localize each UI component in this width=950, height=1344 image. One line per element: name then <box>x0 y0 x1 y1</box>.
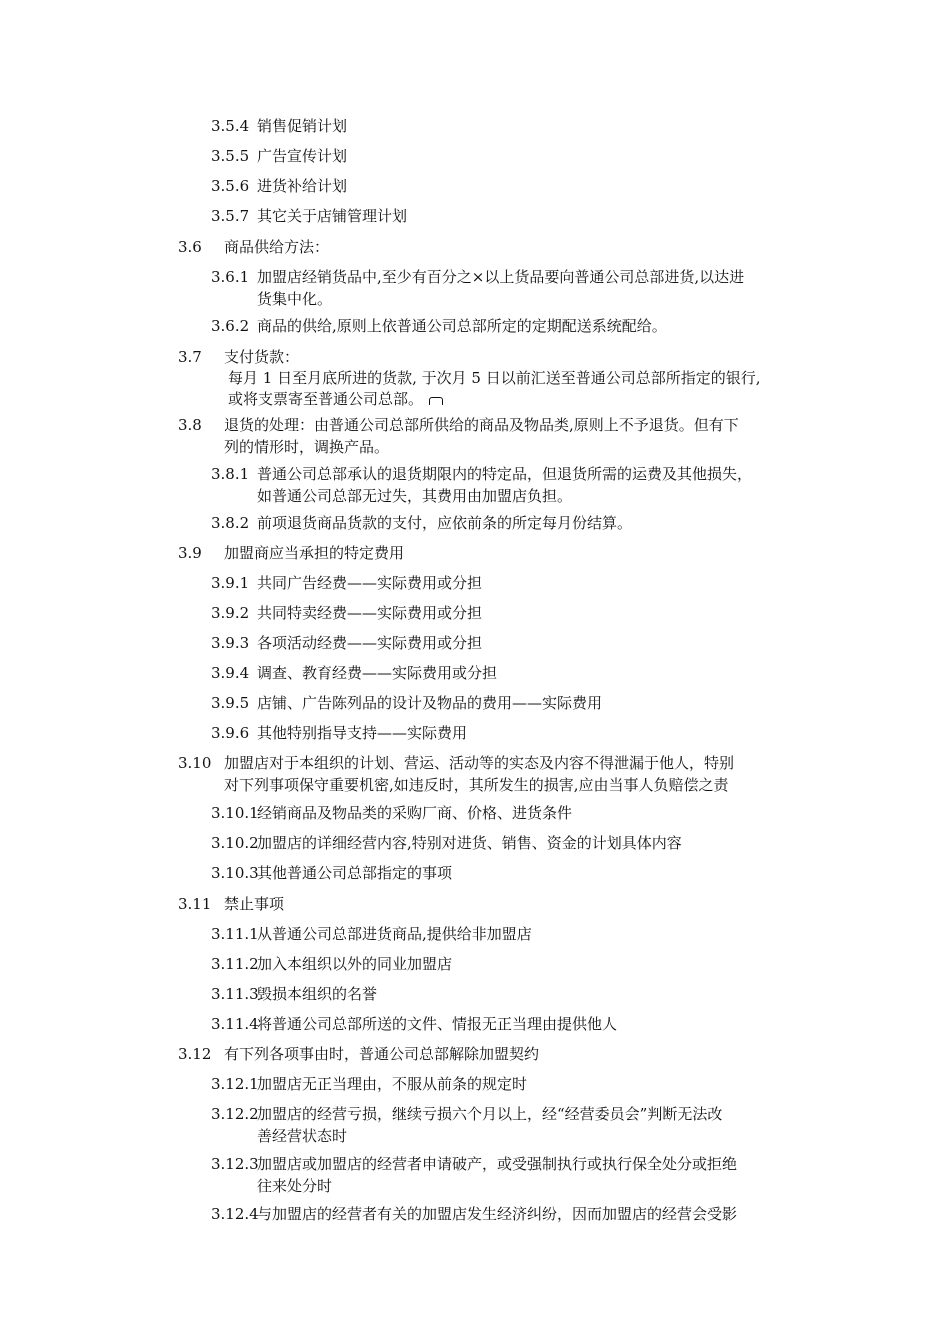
item-number: 3.8.1 <box>211 465 250 483</box>
section-text: 加盟商应当承担的特定费用 <box>224 544 405 562</box>
item-number: 3.12.1 <box>211 1075 259 1093</box>
item-text: 加盟店经销货品中,至少有百分之×以上货品要向普通公司总部进货,以达进 <box>257 268 745 286</box>
list-item <box>211 923 801 945</box>
item-text: 其它关于店铺管理计划 <box>257 207 408 225</box>
section-number: 3.7 <box>178 348 202 366</box>
item-text: 调查、教育经费——实际费用或分担 <box>257 664 498 682</box>
item-text: 共同广告经费——实际费用或分担 <box>257 574 483 592</box>
item-number: 3.12.2 <box>211 1105 259 1123</box>
section-text: 支付货款： <box>224 348 300 366</box>
item-continuation: 货集中化。 <box>257 290 333 308</box>
list-item <box>211 315 801 337</box>
list-item <box>211 115 801 137</box>
section-heading <box>178 893 808 915</box>
list-item <box>211 266 801 310</box>
item-text: 从普通公司总部进货商品,提供给非加盟店 <box>257 925 532 943</box>
list-item <box>211 1013 801 1035</box>
item-number: 3.5.5 <box>211 147 250 165</box>
item-text: 前项退货商品货款的支付，应依前条的所定每月份结算。 <box>257 514 633 532</box>
item-continuation: 如普通公司总部无过失，其费用由加盟店负担。 <box>257 487 573 505</box>
list-item <box>211 802 801 824</box>
section-heading <box>178 542 808 564</box>
item-text: 经销商品及物品类的采购厂商、价格、进货条件 <box>257 804 573 822</box>
list-item <box>211 145 801 167</box>
section-text: 禁止事项 <box>224 895 285 913</box>
list-item <box>211 632 801 654</box>
paragraph-mark-icon <box>429 397 443 405</box>
list-item <box>211 175 801 197</box>
section-heading <box>178 414 808 458</box>
item-number: 3.9.5 <box>211 694 250 712</box>
item-text: 加盟店或加盟店的经营者申请破产，或受强制执行或执行保全处分或拒绝 <box>257 1155 738 1173</box>
item-text: 广告宣传计划 <box>257 147 348 165</box>
item-text: 店铺、广告陈列品的设计及物品的费用——实际费用 <box>257 694 603 712</box>
list-item <box>211 1203 801 1225</box>
section-heading <box>178 236 808 258</box>
item-text: 加盟店无正当理由，不服从前条的规定时 <box>257 1075 528 1093</box>
item-text: 其他特别指导支持——实际费用 <box>257 724 468 742</box>
section-number: 3.12 <box>178 1045 212 1063</box>
section-text: 退货的处理：由普通公司总部所供给的商品及物品类,原则上不予退货。但有下 <box>224 416 739 434</box>
item-number: 3.11.4 <box>211 1015 259 1033</box>
item-number: 3.9.6 <box>211 724 250 742</box>
section-text: 商品供给方法： <box>224 238 330 256</box>
item-continuation: 善经营状态时 <box>257 1127 348 1145</box>
item-number: 3.9.3 <box>211 634 250 652</box>
section-number: 3.9 <box>178 544 202 562</box>
list-item <box>211 953 801 975</box>
list-item <box>211 1103 801 1147</box>
section-text: 加盟店对于本组织的计划、营运、活动等的实态及内容不得泄漏于他人，特别 <box>224 754 735 772</box>
item-text: 各项活动经费——实际费用或分担 <box>257 634 483 652</box>
section-number: 3.11 <box>178 895 212 913</box>
item-number: 3.11.2 <box>211 955 259 973</box>
item-text: 共同特卖经费——实际费用或分担 <box>257 604 483 622</box>
item-text: 加入本组织以外的同业加盟店 <box>257 955 453 973</box>
item-number: 3.5.6 <box>211 177 250 195</box>
section-text: 有下列各项事由时，普通公司总部解除加盟契约 <box>224 1045 540 1063</box>
section-number: 3.6 <box>178 238 202 256</box>
list-item <box>211 862 801 884</box>
item-number: 3.11.1 <box>211 925 259 943</box>
item-number: 3.9.4 <box>211 664 250 682</box>
item-number: 3.12.3 <box>211 1155 259 1173</box>
item-number: 3.6.1 <box>211 268 250 286</box>
item-continuation: 往来处分时 <box>257 1177 333 1195</box>
section-continuation: 列的情形时，调换产品。 <box>224 438 390 456</box>
section-heading <box>178 1043 808 1065</box>
list-item <box>211 983 801 1005</box>
list-item <box>211 205 801 227</box>
item-text: 其他普通公司总部指定的事项 <box>257 864 453 882</box>
item-text: 销售促销计划 <box>257 117 348 135</box>
section-continuation: 对下列事项保守重要机密,如违反时，其所发生的损害,应由当事人负赔偿之责 <box>224 776 729 794</box>
item-text: 毁损本组织的名誉 <box>257 985 378 1003</box>
section-number: 3.10 <box>178 754 212 772</box>
list-item <box>211 832 801 854</box>
item-number: 3.11.3 <box>211 985 259 1003</box>
list-item <box>211 722 801 744</box>
item-number: 3.10.3 <box>211 864 259 882</box>
item-text: 加盟店的经营亏损，继续亏损六个月以上，经“经营委员会”判断无法改 <box>257 1105 723 1123</box>
list-item <box>211 1153 801 1197</box>
item-text: 商品的供给,原则上依普通公司总部所定的定期配送系统配给。 <box>257 317 667 335</box>
item-number: 3.10.1 <box>211 804 259 822</box>
section-body <box>178 389 808 410</box>
item-number: 3.5.4 <box>211 117 250 135</box>
section-body <box>178 368 808 389</box>
list-item <box>211 692 801 714</box>
item-text: 将普通公司总部所送的文件、情报无正当理由提供他人 <box>257 1015 618 1033</box>
list-item <box>211 512 801 534</box>
item-number: 3.6.2 <box>211 317 250 335</box>
section-heading <box>178 346 808 410</box>
item-number: 3.12.4 <box>211 1205 259 1223</box>
list-item <box>211 662 801 684</box>
section-body-line: 每月 1 日至月底所进的货款, 于次月 5 日以前汇送至普通公司总部所指定的银行, <box>228 369 761 387</box>
list-item <box>211 602 801 624</box>
item-number: 3.9.1 <box>211 574 250 592</box>
section-heading <box>178 752 808 796</box>
item-number: 3.5.7 <box>211 207 250 225</box>
item-number: 3.10.2 <box>211 834 259 852</box>
item-number: 3.8.2 <box>211 514 250 532</box>
item-number: 3.9.2 <box>211 604 250 622</box>
list-item <box>211 572 801 594</box>
section-body-line: 或将支票寄至普通公司总部。 <box>228 390 424 408</box>
item-text: 进货补给计划 <box>257 177 348 195</box>
list-item <box>211 1073 801 1095</box>
item-text: 普通公司总部承认的退货期限内的特定品，但退货所需的运费及其他损失， <box>257 465 753 483</box>
section-number: 3.8 <box>178 416 202 434</box>
list-item <box>211 463 801 507</box>
item-text: 加盟店的详细经营内容,特别对进货、销售、资金的计划具体内容 <box>257 834 682 852</box>
item-text: 与加盟店的经营者有关的加盟店发生经济纠纷，因而加盟店的经营会受影 <box>257 1205 738 1223</box>
